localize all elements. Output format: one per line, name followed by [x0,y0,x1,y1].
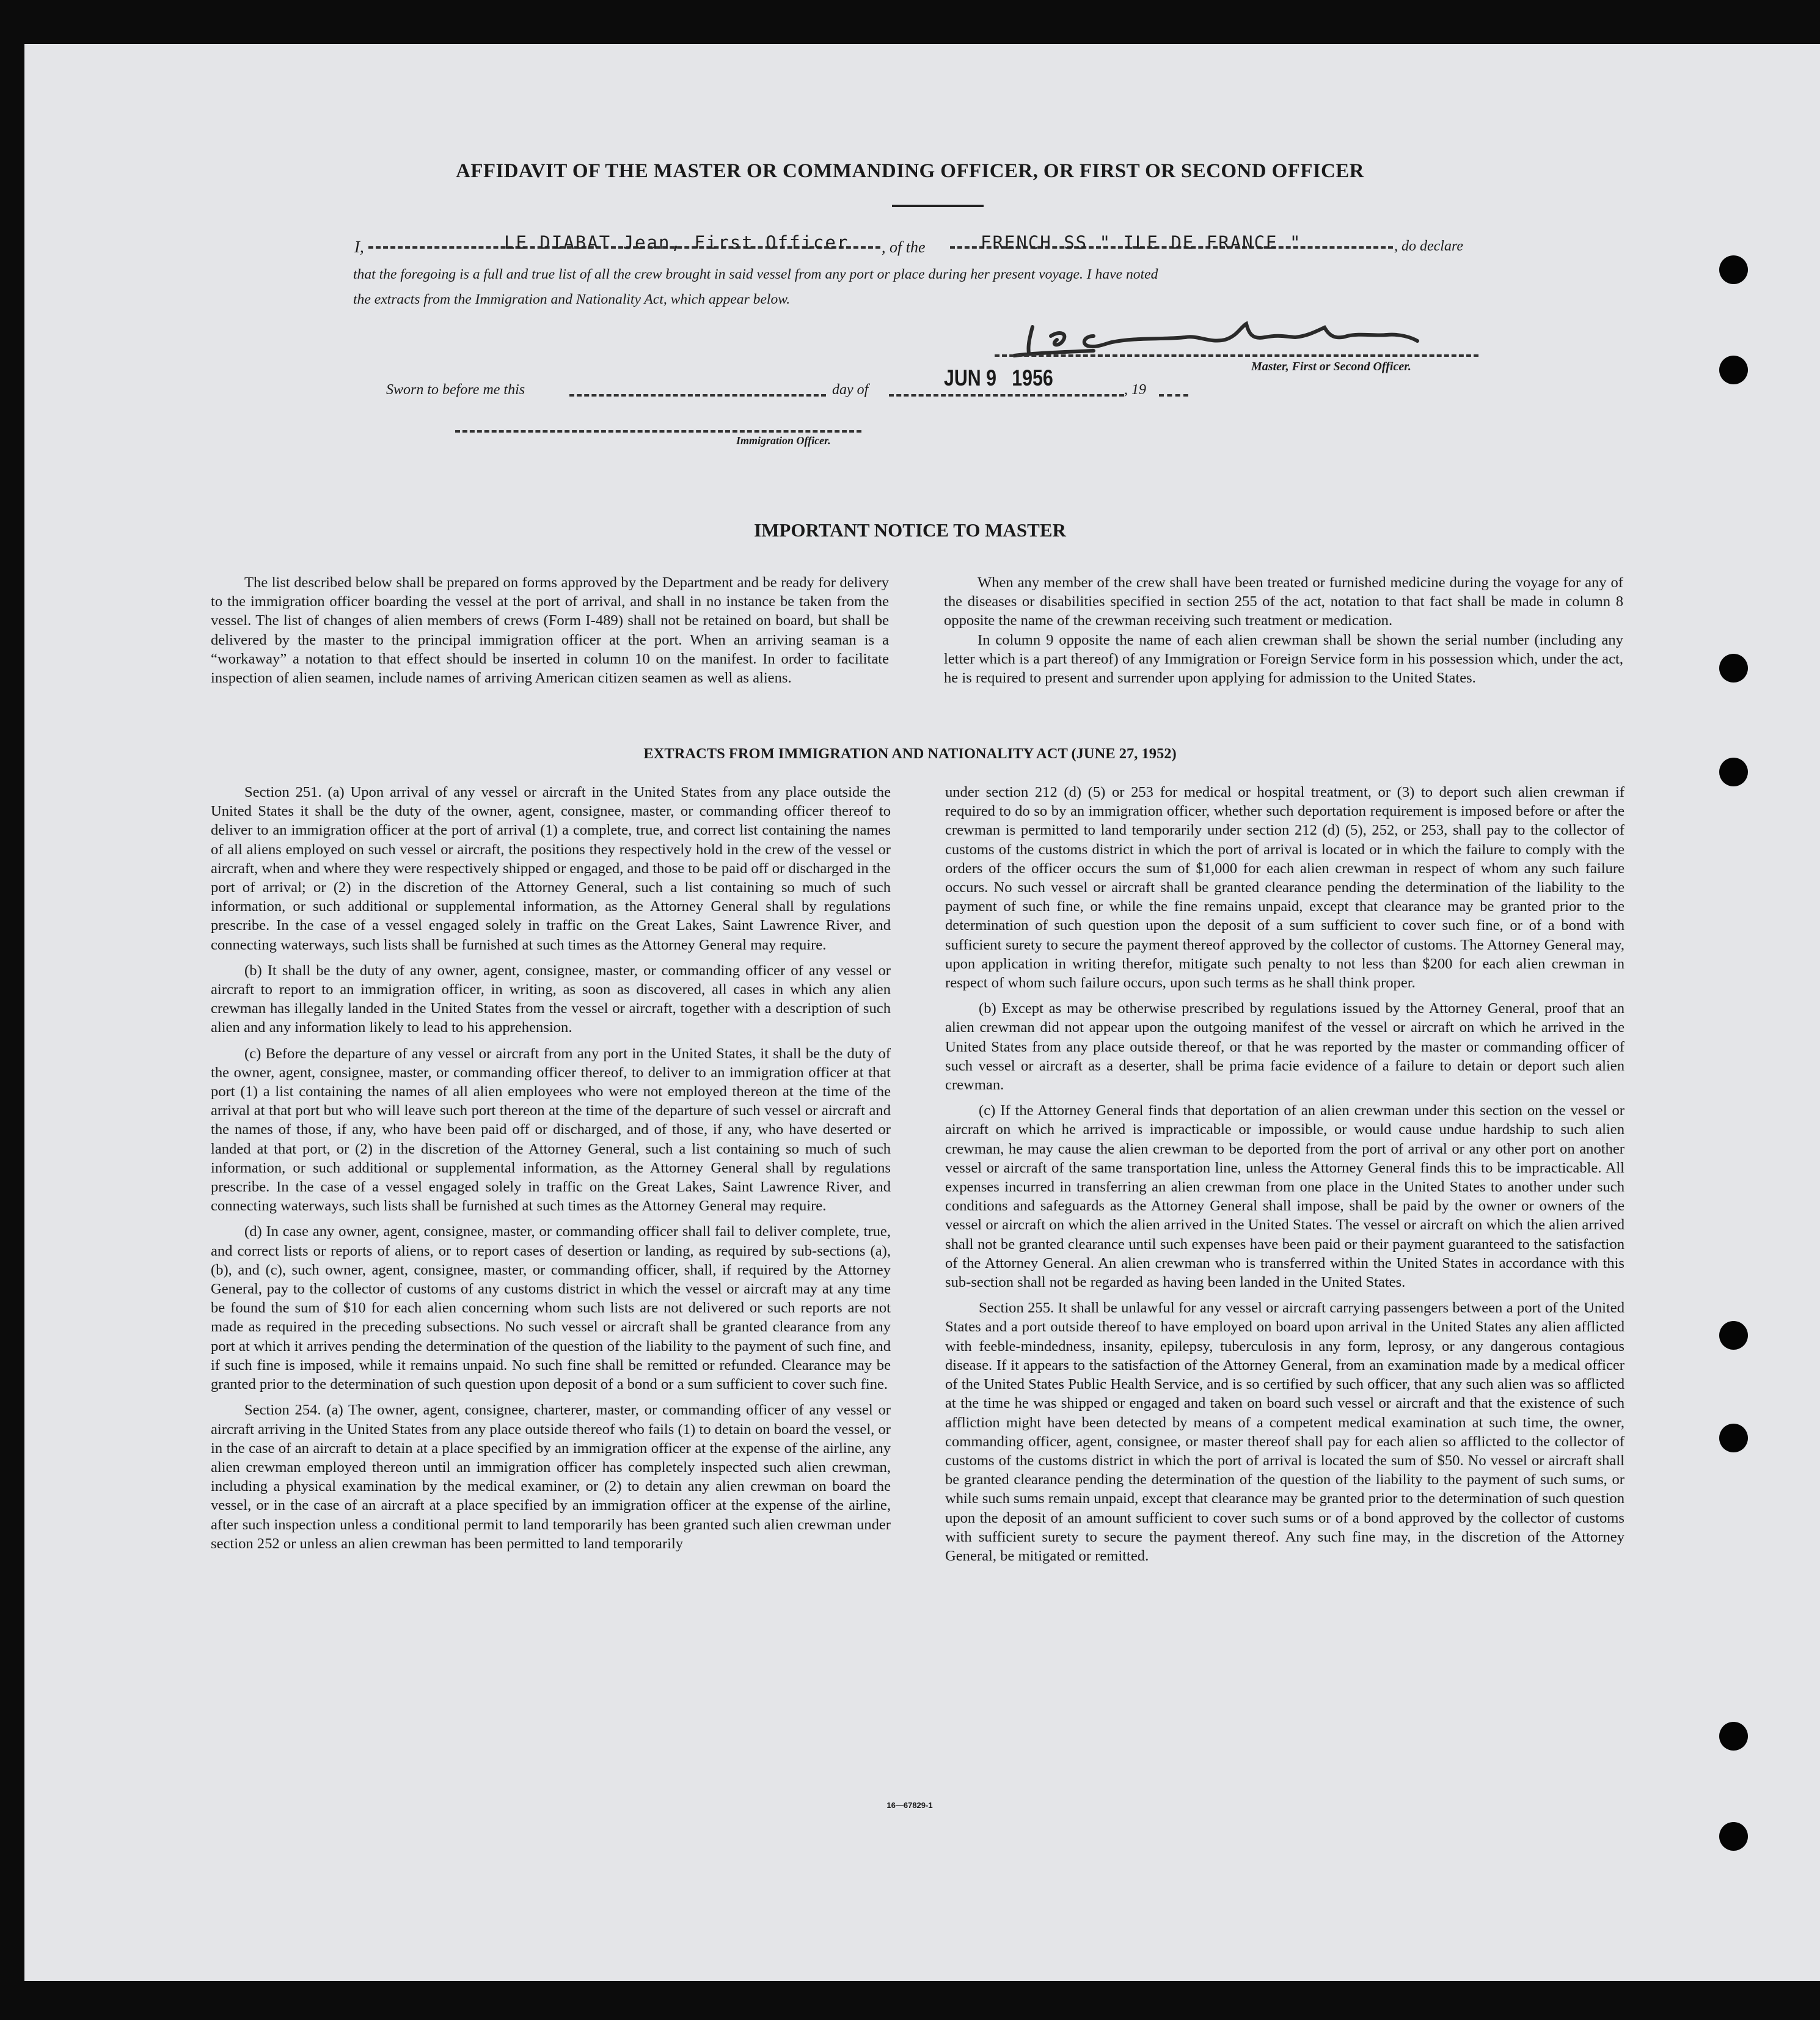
punch-hole [1719,1321,1748,1350]
punch-hole [1719,1822,1748,1851]
section-251b: (b) It shall be the duty of any owner, agent, consignee, master, or commanding officer of any vessel or aircraft to report to an immigration officer, in writing, as soon as discovered, all cases in which any alien crewman has illegally landed in the United States from the vessel or aircraft, together with a description of such alien and any information likely to lead to his apprehension. [211,962,891,1036]
punch-hole [1719,356,1748,384]
sworn-day-underline [569,394,826,397]
i-label: I, [354,238,364,256]
punch-hole [1719,1722,1748,1751]
section-254a-continued: under section 212 (d) (5) or 253 for medical or hospital treatment, or (3) to deport such alien crewman if required to do so by an immigration officer, whether such deportation requirement is imposed before or after the crewman is permitted to land temporarily under section 212 (d) (5), 252, or 253, shall pay to the collector of customs of the customs district in which the port of arrival is located or in which the failure to comply with the orders of the officer occurs the sum of $1,000 for each alien crewman in respect of whom any such failure occurs. No such vessel or aircraft shall be granted clearance pending the determination of the liability to the payment of such fine, or while the fine remains unpaid, except that clearance may be granted prior to the determination of such question upon the deposit of a sum sufficient to cover such fine, or of a bond with sufficient surety to secure the payment thereof approved by the collector of customs. The Attorney General may, upon application in writing therefor, mitigate such penalty to not less than $200 for each alien crewman in respect of whom such failure occurs, upon such terms as he shall think proper. [945,784,1624,992]
extracts-right-column [945,783,1624,1572]
notice-right-paragraph-2: In column 9 opposite the name of each alien crewman shall be shown the serial number (including any letter which is a part thereof) of any Immigration or Foreign Service form in his possession which, under the act, he is required to present and surrender upon applying for admission to the United States. [944,631,1623,687]
affidavit-title: AFFIDAVIT OF THE MASTER OR COMMANDING OFFICER, OR FIRST OR SECOND OFFICER [456,160,1364,182]
form-number: 16—67829-1 [886,1801,933,1810]
notice-left-column [211,573,889,694]
immigration-officer-line [455,430,861,433]
section-254c: (c) If the Attorney General finds that deportation of an alien crewman under this section on the vessel or aircraft on which he arrived is impracticable or impossible, or would cause undue hardship to such alien crewman, he may cause the alien crewman to be deported from the port of arrival or any other port on another vessel or aircraft of the same transportation line, unless the Attorney General finds this to be impracticable. All expenses incurred in transferring an alien crewman from one place in the United States to another under such conditions and safeguards as the Attorney General shall impose, shall be paid by the owner or owners of the vessel or aircraft on which the alien arrived in the United States. The vessel or aircraft on which the alien arrived shall not be granted clearance until such expenses have been paid or their payment guaranteed to the satisfaction of the Attorney General. An alien crewman who is transferred within the United States in accordance with this sub-section shall not be regarded as having been landed in the United States. [945,1102,1624,1291]
statement-line-2: the extracts from the Immigration and Nationality Act, which appear below. [353,291,791,307]
notice-right-column [944,573,1623,694]
section-254b: (b) Except as may be otherwise prescribed by regulations issued by the Attorney General, proof that an alien crewman did not appear upon the outgoing manifest of the vessel or aircraft on which he arrived in the United States from any place outside thereof, or that he was reported by the master or commanding officer of such vessel or aircraft as a deserter, shall be prima facie evidence of a failure to detain or deport such alien crewman. [945,1000,1624,1094]
day-of-label: day of [832,382,869,398]
date-stamp: JUN 9 1956 [944,365,1053,390]
date-underline [889,394,1124,397]
do-declare-label: , do declare [1394,238,1464,254]
year-underline [1159,394,1188,397]
year-prefix: , 19 [1124,382,1146,398]
punch-hole [1719,1424,1748,1452]
notice-right-paragraph-1: When any member of the crew shall have been treated or furnished medicine during the voyage for any of the diseases or disabilities specified in section 255 of the act, notation to that fact shall be made in column 8 opposite the name of the crewman receiving such treatment or medication. [944,574,1623,629]
extracts-title: EXTRACTS FROM IMMIGRATION AND NATIONALITY ACT (JUNE 27, 1952) [643,745,1177,762]
signature-line [995,354,1478,357]
section-251a: Section 251. (a) Upon arrival of any vessel or aircraft in the United States from any place outside the United States it shall be the duty of the owner, agent, consignee, master, or commanding officer thereof to deliver to an immigration officer at the port of arrival (1) a complete, true, and correct list containing the names of all aliens employed on such vessel or aircraft, the positions they respectively hold in the crew of the vessel or aircraft, when and where they were respectively shipped or engaged, and those to be paid off or discharged in the port of arrival; or (2) in the discretion of the Attorney General, such a list containing so much of such information, or such additional or supplemental information, as the Attorney General shall by regulations prescribe. In the case of a vessel engaged solely in traffic on the Great Lakes, Saint Lawrence River, and connecting waterways, such lists shall be furnished at such times as the Attorney General may require. [211,784,891,953]
declarant-name: LE DIABAT Jean, First Officer [504,232,849,253]
punch-hole [1719,654,1748,682]
section-255: Section 255. It shall be unlawful for any vessel or aircraft carrying passengers between a port of the United States and a port outside thereof to have employed on board upon arrival in the United States any alien afflicted with feeble-mindedness, insanity, epilepsy, tuberculosis in any form, leprosy, or any dangerous contagious disease. If it appears to the satisfaction of the Attorney General, from an examination made by a medical officer of the United States Public Health Service, and is so certified by such officer, that any such alien was so afflicted at the time he was shipped or engaged and taken on board such vessel or aircraft and that the existence of such affliction might have been detected by means of a competent medical examination at such time, the owner, commanding officer, agent, consignee, or master thereof shall pay for each alien so afflicted to the collector of customs of the customs district in which the port of arrival is located the sum of $50. No vessel or aircraft shall be granted clearance pending the determination of the question of the liability to the payment of such sums, or while such sums remain unpaid, except that clearance may be granted prior to the determination of such question upon the deposit of an amount sufficient to cover such sums or of a bond approved by the collector of customs with sufficient surety to secure the payment thereof. Any such fine may, in the discretion of the Attorney General, be mitigated or remitted. [945,1300,1624,1564]
title-rule [892,205,984,207]
section-251d: (d) In case any owner, agent, consignee, master, or commanding officer shall fail to deliver complete, true, and correct lists or reports of aliens, or to report cases of desertion or landing, as required by sub-sections (a), (b), and (c), such owner, agent, consignee, master, or commanding officer, shall, if required by the Attorney General, pay to the collector of customs of any customs district in which the vessel or aircraft may at any time be found the sum of $10 for each alien concerning whom such lists are not delivered or such reports are not made as required in the preceding subsections. No such vessel or aircraft shall be granted clearance from any port at which it arrives pending the determination of the question of the liability to the payment of such fine, and if such fine is imposed, while it remains unpaid. No such fine shall be remitted or refunded. Clearance may be granted prior to the determination of such question upon deposit of a bond or a sum sufficient to cover such fine. [211,1223,891,1393]
notice-title: IMPORTANT NOTICE TO MASTER [754,519,1066,541]
punch-hole [1719,255,1748,284]
of-the-label: , of the [882,238,926,256]
sworn-label: Sworn to before me this [386,382,525,398]
vessel-name: FRENCH SS " ILE DE FRANCE " [981,232,1302,253]
section-254a: Section 254. (a) The owner, agent, consignee, charterer, master, or commanding officer of any vessel or aircraft arriving in the United States from any place outside thereof who fails (1) to detain on board the vessel, or in the case of an aircraft to detain at a place specified by an immigration officer at the expense of the airline, any alien crewman employed thereon until an immigration officer has completely inspected such alien crewman, including a physical examination by the medical examiner, or (2) to detain any alien crewman on board the vessel, or in the case of an aircraft at a place specified by an immigration officer at the expense of the airline, after such inspection unless a conditional permit to land temporarily has been granted such alien crewman under section 252 or unless an alien crewman has been permitted to land temporarily [211,1402,891,1552]
officer-caption: Master, First or Second Officer. [1251,360,1411,373]
immigration-officer-caption: Immigration Officer. [736,434,831,447]
statement-line-1: that the foregoing is a full and true list of all the crew brought in said vessel from any port or place during her present voyage. I have noted [353,266,1158,282]
section-251c: (c) Before the departure of any vessel or aircraft from any port in the United States, it shall be the duty of the owner, agent, consignee, master, or commanding officer thereof, to deliver to an immigration officer at that port (1) a list containing the names of all alien employees who were not employed thereon at the time of the arrival at that port but who will leave such port thereon at the time of the departure of such vessel or aircraft and the names of those, if any, who have been paid off or discharged, and of those, if any, who have deserted or landed at that port, or (2) in the discretion of the Attorney General, such a list containing so much of such information, or such additional or supplemental information, as the Attorney General shall by regulations prescribe. In the case of a vessel engaged solely in traffic on the Great Lakes, Saint Lawrence River, and connecting waterways, such lists shall be furnished at such times as the Attorney General may require. [211,1045,891,1215]
notice-left-paragraph: The list described below shall be prepared on forms approved by the Department and be ready for delivery to the immigration officer boarding the vessel at the port of arrival, and shall in no instance be taken from the vessel. The list of changes of alien members of crews (Form I-489) shall not be retained on board, but shall be delivered by the master to the principal immigration officer at the port. When an arriving seaman is a “workaway” a notation to that effect should be inserted in column 10 on the manifest. In order to facilitate inspection of alien seamen, include names of arriving American citizen seamen as well as aliens. [211,574,889,687]
extracts-left-column [211,783,891,1560]
